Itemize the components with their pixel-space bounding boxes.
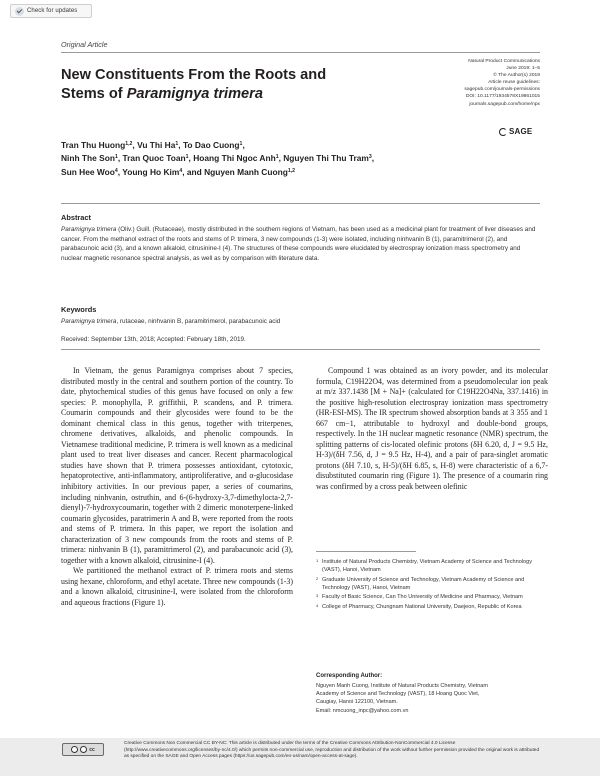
journal-name: Natural Product Communications <box>468 59 540 64</box>
badge-label: Check for updates <box>27 8 78 14</box>
affiliations <box>316 558 542 613</box>
divider <box>61 203 540 204</box>
body-column-right <box>316 366 548 493</box>
author: Tran Thu Huong$^{1,2}$, <box>61 140 138 150</box>
title-line-1: New Constituents From the Roots and <box>61 67 327 83</box>
cc-circle-icon <box>71 746 78 753</box>
title-line-2-prefix: Stems of <box>61 86 127 102</box>
license-text: Creative Commons Non Commercial CC BY-NC: This article is distributed under the terms of the Creative Commons Attribution-NonCommercial 4.0 License (http://www.creativecommons.org/licenses/by-nc/4.0/) which permits non-commercial use, reproduction and distribution of the work without further permission provided the original work is attributed as specified on the SAGE and Open Access pages (https://us.sagepub.com/en-us/nam/open-access-at-sage). <box>124 741 540 760</box>
corresponding-author-details <box>316 682 542 715</box>
cc-license-icon <box>62 743 104 756</box>
doi[interactable]: DOI: 10.1177/1934578X19861015 <box>465 94 540 100</box>
author: Nguyen Manh Cuong$^{1,2}$ <box>204 166 296 177</box>
author: Sun Hee Woo$^4$, <box>61 166 123 177</box>
copyright: © The Author(s) 2019 <box>493 73 540 79</box>
abstract-species: Paramignya trimera <box>61 226 117 233</box>
author-list <box>61 139 521 179</box>
corresponding-email[interactable]: Email: nmcuong_inpc@yahoo.com.vn <box>316 707 409 714</box>
title-species: Paramignya trimera <box>126 86 263 102</box>
corresponding-line: Academy of Science and Technology (VAST), 18 Hoang Quoc Viet, <box>316 691 480 698</box>
footnote-divider <box>316 551 416 552</box>
cc-label: cc <box>89 746 95 753</box>
article-title <box>61 66 391 104</box>
abstract-body-text: (Oliv.) Guill. (Rutaceae), mostly distributed in the southern regions of Vietnam, has been used as a medicinal plant for treatment of liver diseases and cancer. From the methanol extract of the roots and stems of P. trimera, 3 new compounds (1-3) were isolated, including ninhvanin B (1), paramitrimerol (2), and parabacunoic acid (3), and a known alkaloid, citrusinine-I (4). The structures of these compounds were elucidated by electrospray ionization mass spectrometry and nuclear magnetic resonance spectral analysis, as well as by comparison with literature data. <box>61 226 536 263</box>
author: Nguyen Thi Thu Tram$^3$, <box>283 153 375 164</box>
body-paragraph: Compound 1 was obtained as an ivory powder, and its molecular formula, C19H22O4, was determined from a pseudomolecular ion peak at m/z 337.1438 [M + Na]+ (calculated for C19H22O4Na, 337.1416) in the positive high-resolution electrospray ionization mass spectrometry (HR-ESI-MS). The IR spectrum showed absorption bands at 3 355 and 1 667 cm−1, attributable to hydroxyl and double-bond groups, respectively. In the 1H nuclear magnetic resonance (NMR) spectrum, the splitting patterns of cis-located olefinic protons (δH 6.20, d, J = 9.5 Hz, H-3)/(δH 7.56, d, J = 9.5 Hz, H-4), and a pair of para-singlet aromatic protons (δH 7.10, s, H-5)/(δH 6.85, s, H-8) were characteristic of a 6,7-disubstituted coumarin ring (Figure 1). The presence of a coumarin ring was confirmed by a cross peak between olefinic <box>316 366 548 492</box>
body-paragraph: In Vietnam, the genus Paramignya comprises about 7 species, distributed mostly in the central and southern portion of the country. To date, phytochemical studies of this genus have focused on only a few species: P. monophylla, P. griffithii, P. scandens, and P. trimera. Coumarin compounds and their glycosides were found to be the dominant chemical class in this genus, together with triterpenes, chromene derivatives, alkaloids, and phenolic compounds. In Vietnamese traditional medicine, P. trimera is well known as a medicinal plant used to treat liver diseases and cancer. Recent pharmacological studies have shown that P. trimera possesses antioxidant, cytotoxic, hepatoprotective, anti-inflammatory, antiproliferative, and α-glucosidase inhibitory activities. In our previous paper, a series of coumarins, including ninhvanin, ostruthin, and 6-(6-hydroxy-3,7-dimethylocta-2,7-dienyl)-7-hydroxycoumarin, together with 2 dimeric monoterpene-linked coumarin glycosides, paratrimerin A and B, were reported from the roots and stems of P. trimera. In this paper, we report the isolation and characterization of 3 new compounds from the roots and stems of P. trimera: ninhvanin B (1), paramitrimerol (2), and parabacunoic acid (3), together with a known alkaloid, citrusinine-I (4). <box>61 366 293 565</box>
check-icon <box>15 7 24 16</box>
author: Hoang Thi Ngoc Anh$^1$, <box>193 153 284 164</box>
body-column-left <box>61 366 293 609</box>
author: Young Ho Kim$^4$, and <box>122 166 205 177</box>
author: Vu Thi Ha$^1$, <box>137 140 183 150</box>
author: To Dao Cuong$^1$, <box>182 140 245 150</box>
author: Ninh The Son$^1$, <box>61 153 123 164</box>
keyword-list: , rutaceae, ninhvanin B, paramitrimerol, parabacunoic acid <box>116 318 281 325</box>
sage-logo-text: SAGE <box>509 127 533 136</box>
affiliation: 4 College of Pharmacy, Chungnam National University, Daejeon, Republic of Korea <box>316 602 522 610</box>
received-dates: Received: September 13th, 2018; Accepted: February 18th, 2019. <box>61 336 246 343</box>
abstract-heading: Abstract <box>61 213 91 222</box>
abstract-text <box>61 225 537 264</box>
journal-meta <box>440 58 540 108</box>
title-line-2 <box>61 85 391 104</box>
corresponding-author-heading: Corresponding Author: <box>316 673 383 679</box>
affiliation: 2 Graduate University of Science and Technology, Vietnam Academy of Science and Technology (VAST), Hanoi, Vietnam <box>316 575 525 591</box>
reuse-label: Article reuse guidelines: <box>488 80 540 86</box>
keywords-heading: Keywords <box>61 305 97 314</box>
journal-issue: June 2019: 1–5 <box>506 66 540 72</box>
sage-logo-icon <box>499 128 507 136</box>
body-paragraph: We partitioned the methanol extract of P. trimera roots and stems using hexane, chloroform, and ethyl acetate. Three new compounds (1-3) and a known alkaloid, citrusinine-I, were isolated from the chloroform and aqueous fractions (Figure 1). <box>61 566 293 608</box>
article-type: Original Article <box>61 40 108 49</box>
divider <box>61 52 540 53</box>
corresponding-line: Caugiay, Hanoi 122100, Vietnam. <box>316 699 398 706</box>
journal-url[interactable]: journals.sagepub.com/home/npx <box>469 101 540 107</box>
reuse-link[interactable]: sagepub.com/journals-permissions <box>464 87 540 93</box>
by-circle-icon <box>80 746 87 753</box>
sage-logo <box>499 127 532 136</box>
affiliation: 1 Institute of Natural Products Chemistry, Vietnam Academy of Science and Technology (VAST), Hanoi, Vietnam <box>316 558 532 574</box>
corresponding-line: Nguyen Manh Cuong, Institute of Natural Products Chemistry, Vietnam <box>316 683 488 689</box>
author: Tran Quoc Toan$^1$, <box>122 153 194 164</box>
keyword-species: Paramignya trimera <box>61 318 117 325</box>
keywords-text <box>61 317 537 327</box>
affiliation: 3 Faculty of Basic Science, Can Tho University of Medicine and Pharmacy, Vietnam <box>316 593 523 601</box>
divider <box>61 349 540 350</box>
check-for-updates-badge[interactable] <box>10 4 92 18</box>
